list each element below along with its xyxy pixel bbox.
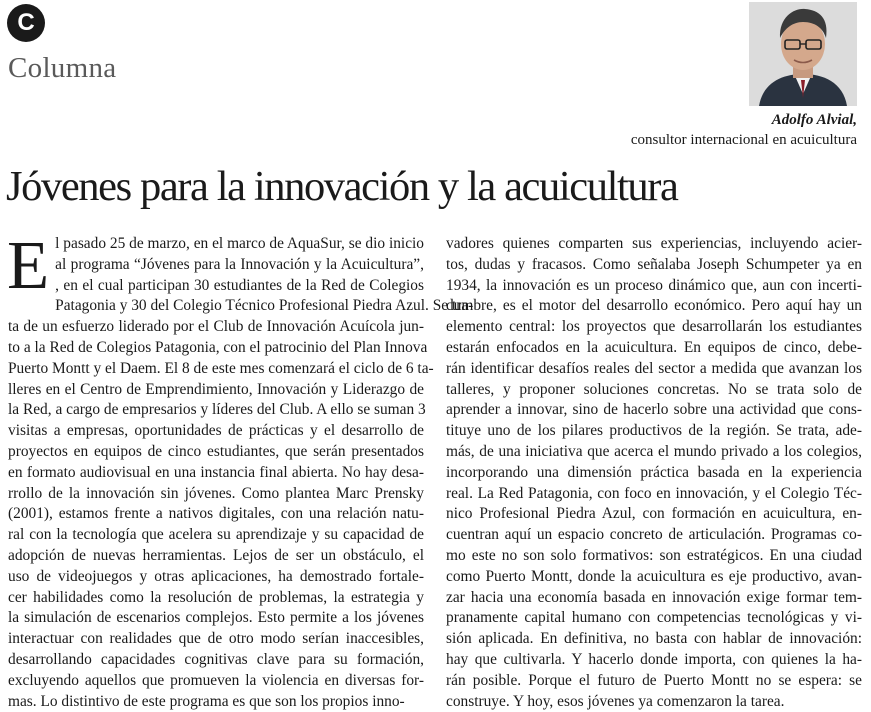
article-column-2 (446, 234, 862, 712)
text-line: interactuar con realidades que de otro modo serían inaccesibles, (8, 630, 424, 648)
text-line: ta de un esfuerzo liderado por el Club de Innovación Acuícola jun- (8, 318, 424, 336)
text-line: la Red, a cargo de empresarios y líderes del Club. A ello se suman 3 (8, 401, 426, 419)
text-line: desarrollando capacidades cognitivas clave para su formación, (8, 650, 424, 668)
author-portrait-image (749, 2, 857, 106)
text-line: 1934, la innovación es un proceso dinámico que, aun con incerti- (446, 276, 862, 294)
text-line: ral con la tecnología que acelera su aprendizaje y su capacidad de (8, 526, 424, 544)
text-line: sión aplicada. En definitiva, no basta con hablar de innovación: (446, 630, 862, 648)
text-line: en formato audiovisual en una instancia final abierta. No hay desa- (8, 463, 424, 481)
text-line: (2001), estamos frente a nativos digitales, con una relación natu- (8, 505, 424, 523)
text-line: Patagonia y 30 del Colegio Técnico Profesional Piedra Azul. Se tra- (55, 297, 474, 315)
text-line: talleres, y proponer soluciones concretas. No se trata solo de (446, 380, 862, 398)
text-line: cuentran aquí un espacio concreto de articulación. Programas co- (446, 526, 862, 544)
text-line: l pasado 25 de marzo, en el marco de AquaSur, se dio inicio (55, 235, 424, 252)
drop-cap: E (7, 227, 50, 303)
text-line: mo este no son solo formativos: son estratégicos. En una ciudad (446, 546, 862, 564)
column-badge: C (7, 4, 45, 42)
text-line: pranamente capital humano con competencias tecnológicas y vi- (446, 609, 862, 627)
text-line: excluyendo aquellos que promueven la violencia en diversas for- (8, 671, 424, 689)
text-line: más, de una iniciativa que acerca el mundo privado a los colegios, (446, 442, 862, 460)
text-line: estarán enfocados en la acuicultura. En equipos de cinco, debe- (446, 338, 862, 356)
text-line: construye. Y hoy, esos jóvenes ya comenzaron la tarea. (446, 692, 785, 710)
author-role: consultor internacional en acuicultura (630, 132, 857, 148)
text-line: uso de videojuegos y otras aplicaciones, ha demostrado fortale- (8, 567, 424, 585)
text-line: to a la Red de Colegios Patagonia, con el patrocinio del Plan Innova (8, 338, 428, 356)
text-line: rán identificar desafíos reales del sector a medida que avanzan los (446, 359, 862, 377)
text-line: cer habilidades como la resolución de problemas, la estrategia y (8, 588, 424, 606)
text-line: la simulación de escenarios complejos. Esto permite a los jóvenes (8, 609, 424, 627)
text-line: lleres en el Centro de Emprendimiento, Innovación y Liderazgo de (8, 380, 424, 398)
text-line: visitas a empresas, oportunidades de prácticas y el desarrollo de (8, 422, 424, 440)
text-line: proyectos en equipos de cinco estudiantes, que serán presentados (8, 442, 424, 460)
text-line: dumbre, es el motor del desarrollo económico. Pero aquí hay un (446, 297, 862, 315)
text-line: incorporando una dimensión práctica basada en la experiencia (446, 463, 862, 481)
author-photo (749, 2, 857, 106)
author-byline (631, 110, 857, 150)
text-line: hay que cultivarla. Y hacerlo donde importa, con quienes la ha- (446, 650, 862, 668)
text-line: elemento central: los proyectos que desarrollarán los estudiantes (446, 318, 862, 336)
section-label: Columna (8, 52, 117, 84)
article-column-1 (7, 227, 474, 712)
text-line: , en el cual participan 30 estudiantes de la Red de Colegios (55, 276, 424, 294)
text-line: nico Profesional Piedra Azul, con formación en acuicultura, en- (446, 505, 862, 523)
text-line: tituye uno de los pilares productivos de la región. Se trata, ade- (446, 422, 862, 440)
text-line: Puerto Montt y el Daem. El 8 de este mes comenzará el ciclo de 6 ta- (8, 359, 434, 377)
article-headline: Jóvenes para la innovación y la acuicultura (6, 163, 678, 210)
text-line: rrollo de la innovación sin jóvenes. Como plantea Marc Prensky (8, 484, 424, 502)
text-line: tos, dudas y fracasos. Como señalaba Joseph Schumpeter ya en (446, 255, 862, 273)
text-line: adopción de nuevas herramientas. Lejos de ser un obstáculo, el (8, 546, 424, 564)
text-line: mas. Lo distintivo de este programa es que son los propios inno- (8, 692, 405, 710)
text-line: al programa “Jóvenes para la Innovación y la Acuicultura”, (55, 255, 424, 273)
author-name: Adolfo Alvial, (771, 112, 857, 128)
text-line: vadores quienes comparten sus experiencias, incluyendo acier- (446, 235, 862, 252)
text-line: real. La Red Patagonia, con foco en innovación, y el Colegio Téc- (446, 484, 862, 502)
text-line: como Puerto Montt, donde la acuicultura es eje productivo, avan- (446, 567, 862, 585)
text-line: aprender a innovar, sino de hacerlo sobre una actividad que cons- (446, 401, 862, 419)
text-line: rán posible. Porque el futuro de Puerto Montt no se espera: se (446, 671, 862, 689)
text-line: zar hacia una economía basada en innovación exige formar tem- (446, 588, 862, 606)
